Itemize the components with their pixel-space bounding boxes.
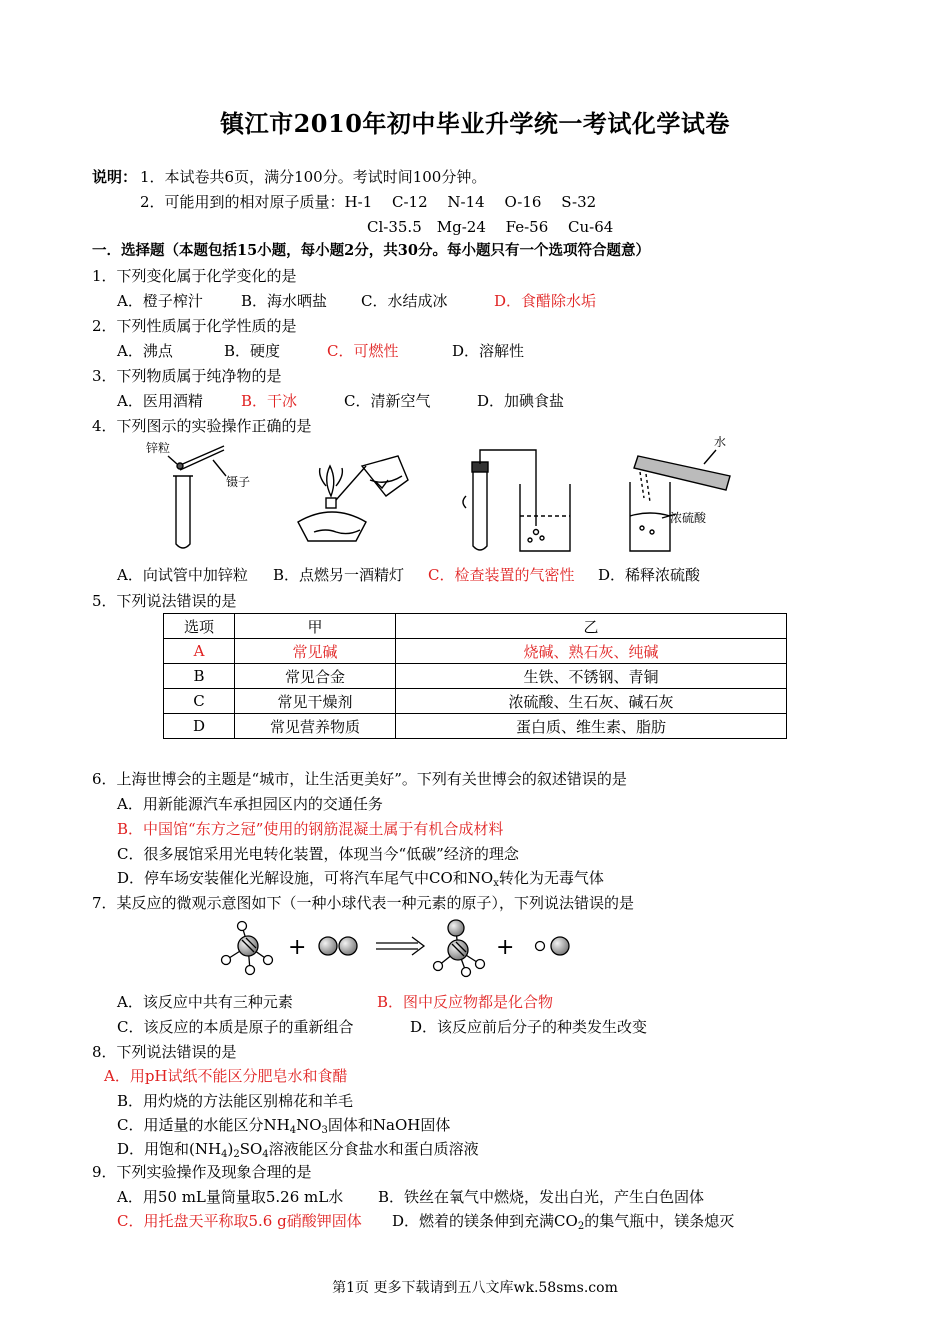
table-cell: D xyxy=(164,714,235,739)
q1-option-c: C．水结成冰 xyxy=(361,292,448,310)
q8-option-b: B．用灼烧的方法能区别棉花和羊毛 xyxy=(117,1092,354,1110)
q3-option-d: D．加碘食盐 xyxy=(477,392,565,410)
q6-option-d: D．停车场安装催化光解设施，可将汽车尾气中CO和$NO_x$转化为无毒气体 xyxy=(117,869,604,889)
label-acid: 浓硫酸 xyxy=(670,511,707,525)
q6-stem: 6．上海世博会的主题是“城市，让生活更美好”。下列有关世博会的叙述错误的是 xyxy=(92,770,627,788)
figure-airtight xyxy=(463,450,570,551)
table-cell: 生铁、不锈钢、青铜 xyxy=(396,664,787,689)
table-cell: 浓硫酸、生石灰、碱石灰 xyxy=(396,689,787,714)
plus-icon: + xyxy=(288,935,307,960)
q5-table xyxy=(163,613,787,739)
table-cell: 常见干燥剂 xyxy=(235,689,396,714)
table-cell: C xyxy=(164,689,235,714)
q4-option-c-answer: C．检查装置的气密性 xyxy=(428,566,575,584)
page-footer: 第1页 更多下载请到五八文库wk.58sms.com xyxy=(332,1280,618,1296)
q2-option-c-answer: C．可燃性 xyxy=(327,342,399,360)
q2-option-d: D．溶解性 xyxy=(452,342,525,360)
molecule-product-1 xyxy=(434,920,485,977)
q1-option-a: A．橙子榨汁 xyxy=(117,292,203,310)
q7-option-b-answer: B．图中反应物都是化合物 xyxy=(377,993,554,1011)
q7-option-a: A．该反应中共有三种元素 xyxy=(117,993,293,1011)
plus-icon: + xyxy=(496,935,515,960)
figure-dilute-acid xyxy=(630,436,730,551)
table-header-row xyxy=(164,614,787,639)
q3-option-c: C．清新空气 xyxy=(344,392,431,410)
table-header-cell: 甲 xyxy=(235,614,396,639)
table-row xyxy=(164,714,787,739)
q6-option-c: C．很多展馆采用光电转化装置，体现当今“低碳”经济的理念 xyxy=(117,845,519,863)
table-cell: B xyxy=(164,664,235,689)
notes-label: 说明： xyxy=(92,168,138,186)
q9-option-a: A．用50 mL量筒量取5.26 mL水 xyxy=(117,1188,344,1206)
q9-option-d: D．燃着的镁条伸到充满$CO_2$的集气瓶中，镁条熄灭 xyxy=(392,1212,735,1232)
q8-option-c: C．用适量的水能区分$NH_4NO_3$固体和NaOH固体 xyxy=(117,1116,451,1136)
q8-option-a-answer: A．用pH试纸不能区分肥皂水和食醋 xyxy=(104,1067,348,1085)
q9-option-b: B．铁丝在氧气中燃烧，发出白光，产生白色固体 xyxy=(378,1188,705,1206)
table-row xyxy=(164,689,787,714)
q4-option-a: A．向试管中加锌粒 xyxy=(117,566,248,584)
q1-option-d-answer: D．食醋除水垢 xyxy=(494,292,597,310)
table-row xyxy=(164,664,787,689)
q2-option-b: B．硬度 xyxy=(224,342,281,360)
q2-option-a: A．沸点 xyxy=(117,342,173,360)
notes-line-1: 1．本试卷共6页，满分100分。考试时间100分钟。 xyxy=(140,168,487,186)
section-heading: 一．选择题（本题包括15小题，每小题2分，共30分。每小题只有一个选项符合题意） xyxy=(92,242,650,259)
q5-stem: 5．下列说法错误的是 xyxy=(92,592,237,610)
molecule-reactant-1 xyxy=(222,922,273,975)
q6-option-b-answer: B．中国馆“东方之冠”使用的钢筋混凝土属于有机合成材料 xyxy=(117,820,504,838)
figure-lamps xyxy=(298,456,408,541)
table-header-cell: 选项 xyxy=(164,614,235,639)
table-header-cell: 乙 xyxy=(396,614,787,639)
label-zinc: 锌粒 xyxy=(146,441,171,455)
table-cell: A xyxy=(164,639,235,664)
page-title: 镇江市2010年初中毕业升学统一考试化学试卷 xyxy=(220,109,730,138)
q4-option-d: D．稀释浓硫酸 xyxy=(598,566,701,584)
q7-stem: 7．某反应的微观示意图如下（一种小球代表一种元素的原子），下列说法错误的是 xyxy=(92,894,635,912)
q1-stem: 1．下列变化属于化学变化的是 xyxy=(92,267,297,285)
table-cell: 常见营养物质 xyxy=(235,714,396,739)
table-cell: 常见碱 xyxy=(235,639,396,664)
q7-option-c: C．该反应的本质是原子的重新组合 xyxy=(117,1018,354,1036)
notes-line-2: 2．可能用到的相对原子质量：H-1 C-12 N-14 O-16 S-32 xyxy=(140,193,597,211)
notes-line-3: Cl-35.5 Mg-24 Fe-56 Cu-64 xyxy=(367,218,614,236)
q7-option-d: D．该反应前后分子的种类发生改变 xyxy=(410,1018,648,1036)
q3-stem: 3．下列物质属于纯净物的是 xyxy=(92,367,282,385)
reaction-arrow-icon xyxy=(376,937,424,955)
q4-lab-illustrations xyxy=(130,436,770,556)
molecule-reactant-2 xyxy=(319,937,357,955)
q3-option-b-answer: B．干冰 xyxy=(241,392,298,410)
figure-add-zinc xyxy=(146,440,250,548)
q4-stem: 4．下列图示的实验操作正确的是 xyxy=(92,417,312,435)
q6-option-a: A．用新能源汽车承担园区内的交通任务 xyxy=(117,795,383,813)
q1-option-b: B．海水晒盐 xyxy=(241,292,328,310)
table-cell: 常见合金 xyxy=(235,664,396,689)
table-row-answer xyxy=(164,639,787,664)
q9-option-c-answer: C．用托盘天平称取5.6 g硝酸钾固体 xyxy=(117,1212,362,1230)
table-cell: 蛋白质、维生素、脂肪 xyxy=(396,714,787,739)
q7-reaction-diagram xyxy=(214,916,584,982)
q8-stem: 8．下列说法错误的是 xyxy=(92,1043,237,1061)
label-water: 水 xyxy=(714,436,727,449)
table-cell: 烧碱、熟石灰、纯碱 xyxy=(396,639,787,664)
label-tweezers: 镊子 xyxy=(226,475,251,489)
q2-stem: 2．下列性质属于化学性质的是 xyxy=(92,317,297,335)
q3-option-a: A．医用酒精 xyxy=(117,392,203,410)
molecule-product-2 xyxy=(536,937,570,955)
q9-stem: 9．下列实验操作及现象合理的是 xyxy=(92,1163,312,1181)
q4-option-b: B．点燃另一酒精灯 xyxy=(273,566,405,584)
q8-option-d: D．用饱和$(NH_4)_2SO_4$溶液能区分食盐水和蛋白质溶液 xyxy=(117,1140,479,1160)
